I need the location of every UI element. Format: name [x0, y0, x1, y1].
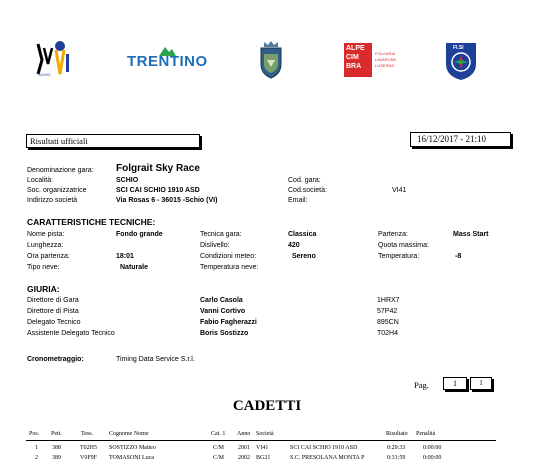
alpe-cimbra-line1: ALPE [346, 45, 365, 52]
jury-name: Vanni Cortivo [200, 308, 246, 315]
start-time-label: Ora partenza: [27, 253, 70, 260]
cell-year: 2001 [238, 445, 250, 451]
organizer-value: SCI CAI SCHIO 1910 ASD [116, 187, 200, 194]
page-current-box [443, 377, 467, 390]
jury-code: 895CN [377, 319, 399, 326]
elevation-value: 420 [288, 242, 300, 249]
race-code-label: Cod. gara: [288, 177, 321, 184]
category-title: CADETTI [232, 398, 302, 414]
col-header-card: Tess. [81, 431, 94, 437]
weather-value: Sereno [292, 253, 316, 260]
fisi-text: FI.SI [453, 45, 464, 51]
cell-penalty: 0:00:00 [423, 455, 442, 461]
trentino-logo [127, 44, 207, 74]
email-label: Email: [288, 197, 308, 204]
jury-role: Direttore di Gara [27, 297, 79, 304]
jury-role: Direttore di Pista [27, 308, 79, 315]
society-code-label: Cod.società: [288, 187, 327, 194]
temperature-label: Temperatura: [378, 253, 420, 260]
col-header-result: Risultato [386, 431, 408, 437]
cell-year: 2002 [238, 455, 250, 461]
start-type-label: Partenza: [378, 231, 408, 238]
page-total-box [470, 377, 492, 390]
jury-role: Delegato Tecnico [27, 319, 81, 326]
technical-section-title: CARATTERISTICHE TECNICHE: [27, 217, 156, 227]
cell-club: SCI CAI SCHIO 1910 ASD [290, 445, 358, 451]
max-altitude-label: Quota massima: [378, 242, 429, 249]
page-total: 1 [479, 379, 483, 387]
alpe-cimbra-side3: LUSERNA [375, 63, 394, 68]
technique-value: Classica [288, 231, 317, 238]
race-name: Folgrait Sky Race [116, 163, 200, 174]
cell-bib: 388 [52, 445, 61, 451]
page-label: Pag. [414, 380, 429, 390]
alpe-cimbra-side2: LAVARONE [375, 57, 397, 62]
alpe-cimbra-side1: FOLGARIA [375, 51, 396, 56]
technique-label: Tecnica gara: [200, 231, 242, 238]
cell-result: 0:31:59 [387, 455, 406, 461]
cai-schio-text: SCHIO [38, 72, 51, 77]
page-current: 1 [453, 379, 457, 388]
col-header-penalty: Penalità [416, 431, 436, 437]
cell-cat: C/M [213, 455, 225, 461]
cai-schio-logo [30, 34, 78, 80]
col-header-bib: Pett. [51, 431, 62, 437]
snow-temp-label: Temperatura neve: [200, 264, 259, 271]
jury-name: Boris Sostizzo [200, 330, 249, 337]
timing-label: Cronometraggio: [27, 356, 84, 363]
length-label: Lunghezza: [27, 242, 64, 249]
jury-name: Fabio Fagherazzi [200, 319, 257, 326]
col-header-year: Anno [237, 431, 251, 437]
address-value: Via Rosas 6 - 36015 -Schio (VI) [116, 197, 218, 204]
col-header-cat: Cat. 1 [211, 431, 226, 437]
alpe-cimbra-line2: CIM [346, 54, 359, 61]
jury-name: Carlo Casola [200, 297, 243, 304]
temperature-value: -8 [455, 253, 462, 260]
organizer-label: Soc. organizzatrice [27, 187, 87, 194]
col-header-name: Cognome Nome [109, 431, 149, 437]
elevation-label: Dislivello: [200, 242, 230, 249]
cell-pos: 1 [35, 445, 38, 451]
cell-club: S.C. PRESOLANA MONTA P [290, 455, 365, 461]
cell-cat: C/M [213, 445, 225, 451]
results-title-box [26, 134, 200, 148]
alpe-cimbra-line3: BRA [346, 63, 362, 70]
cell-pos: 2 [35, 455, 38, 461]
jury-role: Assistente Delegato Tecnico [27, 330, 115, 337]
table-header-rule [26, 440, 496, 441]
jury-section-title: GIURIA: [27, 284, 60, 294]
col-header-club: Società [256, 431, 274, 437]
jury-code: 57P42 [377, 308, 398, 315]
col-header-pos: Pos. [29, 431, 40, 437]
cell-name: SOSTIZZO Matteo [109, 445, 156, 451]
track-value: Fondo grande [116, 231, 163, 238]
society-code-value: VI41 [392, 187, 407, 194]
start-type-value: Mass Start [453, 231, 489, 238]
cell-name: TOMASONI Luca [109, 455, 155, 461]
trentino-wordmark: TRENTINO [127, 53, 208, 70]
location-label: Località: [27, 177, 54, 184]
coat-of-arms-logo [258, 40, 284, 80]
cell-club-code: BG21 [256, 455, 271, 461]
location-value: SCHIO [116, 177, 139, 184]
alpe-cimbra-logo [344, 43, 408, 79]
cell-penalty: 0:00:00 [423, 445, 442, 451]
timing-value: Timing Data Service S.r.l. [116, 356, 195, 363]
datetime-box [410, 132, 511, 147]
address-label: Indirizzo società [27, 197, 78, 204]
cell-bib: 389 [52, 455, 61, 461]
weather-label: Condizioni meteo: [200, 253, 257, 260]
race-name-label: Denominazione gara: [27, 167, 94, 174]
cell-result: 0:29:33 [387, 445, 406, 451]
cell-card: V0F9F [80, 455, 98, 461]
fisi-logo [443, 40, 479, 82]
snow-type-value: Naturale [120, 264, 149, 271]
report-datetime: 16/12/2017 - 21:10 [417, 134, 486, 144]
jury-code: T02H4 [377, 330, 399, 337]
start-time-value: 18:01 [116, 253, 134, 260]
snow-type-label: Tipo neve: [27, 264, 60, 271]
track-label: Nome pista: [27, 231, 65, 238]
cell-card: T02H5 [80, 445, 97, 451]
results-title: Risultati ufficiali [30, 136, 88, 146]
jury-code: 1HRX7 [377, 297, 400, 304]
cell-club-code: VI41 [256, 445, 269, 451]
